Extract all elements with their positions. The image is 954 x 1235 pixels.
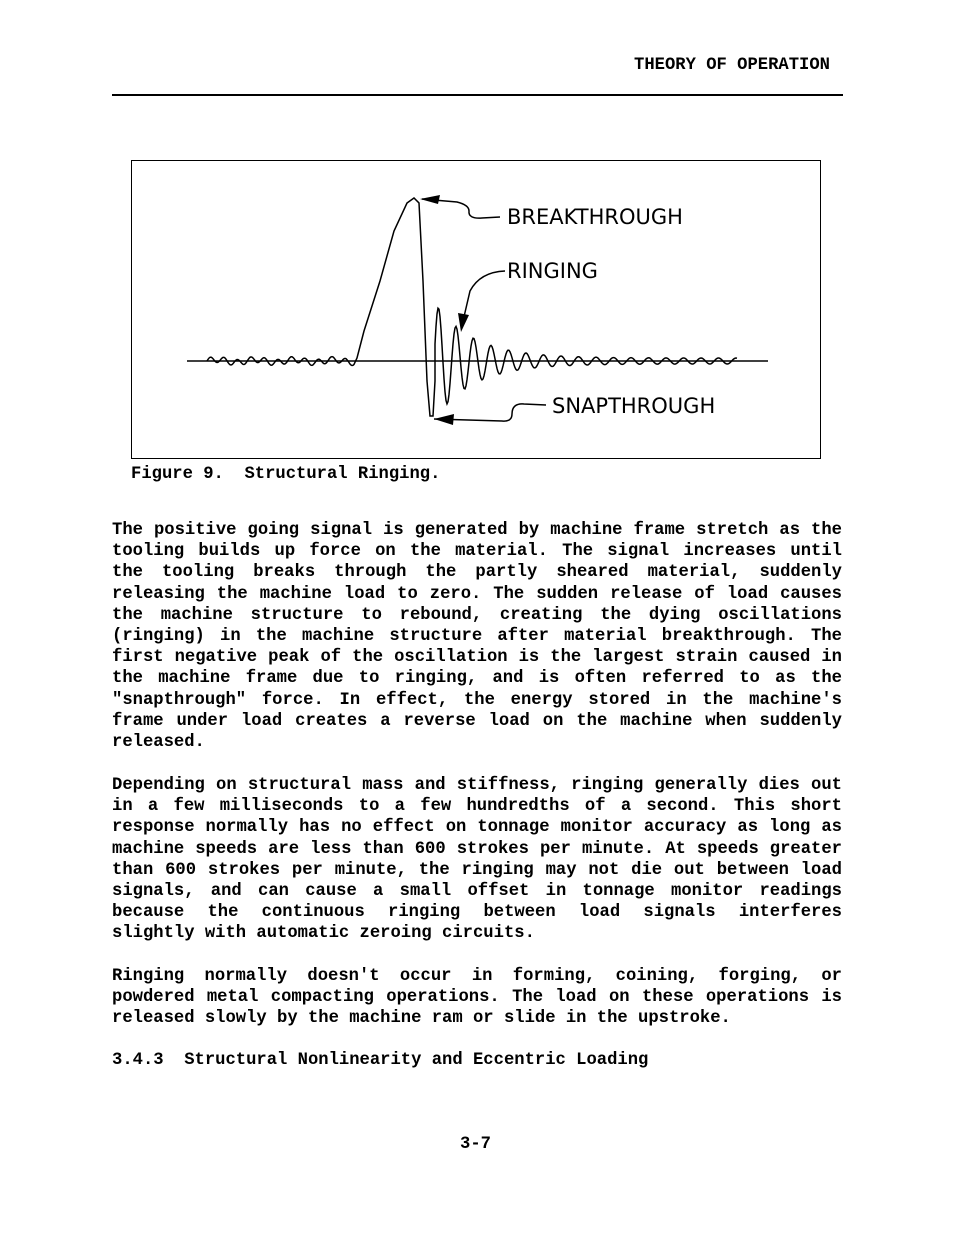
paragraph-structural-mass: Depending on structural mass and stiffness, ringing generally dies out in a few milliseconds to a few hundredths of a second. This short response normally has no effect on tonnage monitor accuracy as long as machine speeds are less than 600 strokes per minute. At speeds greater than 600 strokes per minute, the ringing may not die out between load signals, and can cause a small offset in tonnage monitor readings because the continuous ringing between load signals interferes slightly with automatic zeroing circuits.	[112, 776, 842, 944]
snapthrough-arrowhead	[434, 414, 454, 425]
paragraph-ringing-occurrence: Ringing normally doesn't occur in forming, coining, forging, or powdered metal compacting operations. The load on these operations is released slowly by the machine ram or slide in the upstroke.	[112, 967, 842, 1029]
section-heading: 3.4.3 Structural Nonlinearity and Eccentric Loading	[112, 1051, 649, 1070]
figure-structural-ringing	[131, 160, 821, 459]
ringing-arrowhead	[458, 313, 469, 332]
ringing-label: RINGING	[507, 259, 598, 283]
header-rule	[112, 94, 843, 96]
page-number: 3-7	[460, 1135, 491, 1154]
breakthrough-arrowhead	[420, 195, 440, 204]
ringing-waveform	[207, 198, 737, 416]
snapthrough-label: SNAPTHROUGH	[552, 394, 716, 418]
paragraph-positive-signal: The positive going signal is generated by machine frame stretch as the tooling builds up force on the material. The signal increases until the tooling breaks through the partly sheared material, suddenly releasing the machine load to zero. The sudden release of load causes the machine structure to rebound, creating the dying oscillations (ringing) in the machine structure after material breakthrough. The first negative peak of the oscillation is the largest strain caused in the machine frame due to ringing, and is often referred to as the "snapthrough" force. In effect, the energy stored in the machine's frame under load creates a reverse load on the machine when suddenly released.	[112, 521, 842, 753]
figure-caption: Figure 9. Structural Ringing.	[131, 465, 441, 484]
running-header-title: THEORY OF OPERATION	[634, 56, 830, 75]
ringing-leader	[463, 271, 505, 321]
breakthrough-label: BREAKTHROUGH	[507, 205, 683, 229]
ringing-waveform-diagram	[132, 161, 822, 460]
